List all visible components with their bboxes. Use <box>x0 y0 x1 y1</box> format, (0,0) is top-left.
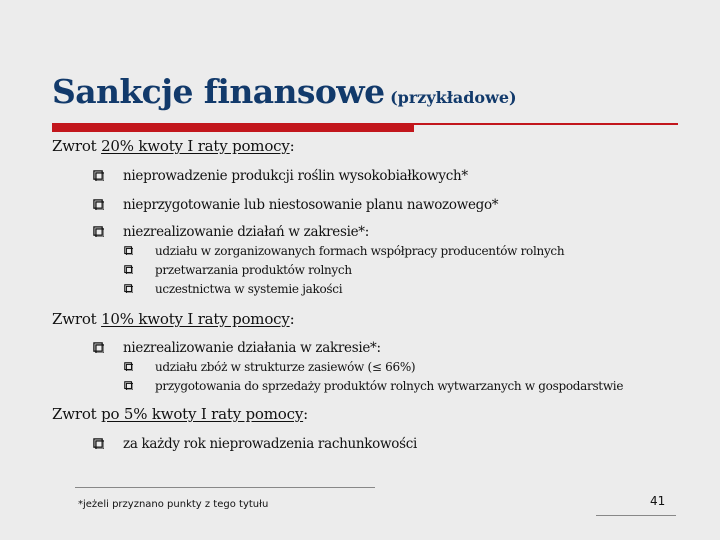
sub-list-item-text: udziału zbóż w strukturze zasiewów (≤ 66%) <box>155 360 416 374</box>
section-heading-5 <box>52 405 308 423</box>
page-number-divider <box>596 515 676 516</box>
list-item-text: niezrealizowanie działań w zakresie*: <box>123 224 369 240</box>
hollow-square-bullet-icon <box>124 381 133 390</box>
heading-underlined: 10% kwoty I raty pomocy <box>101 310 290 328</box>
page-number: 41 <box>650 494 666 508</box>
hollow-square-bullet-icon <box>93 438 104 449</box>
hollow-square-bullet-icon <box>93 226 104 237</box>
footnote: *jeżeli przyznano punkty z tego tytułu <box>78 499 269 510</box>
sub-list-item-text: przygotowania do sprzedaży produktów rolnych wytwarzanych w gospodarstwie <box>155 379 624 393</box>
section-heading-10 <box>52 310 295 328</box>
heading-prefix: Zwrot <box>52 310 102 328</box>
list-item-text: nieprowadzenie produkcji roślin wysokobiałkowych* <box>123 168 468 184</box>
hollow-square-bullet-icon <box>124 284 133 293</box>
heading-underlined: po 5% kwoty I raty pomocy <box>101 405 304 423</box>
title-main: Sankcje finansowe <box>52 72 385 111</box>
footnote-divider <box>75 487 375 488</box>
sub-list-item-text: uczestnictwa w systemie jakości <box>155 282 343 296</box>
heading-suffix: : <box>289 310 295 328</box>
list-item-text: za każdy rok nieprowadzenia rachunkowości <box>123 436 417 452</box>
hollow-square-bullet-icon <box>124 246 133 255</box>
hollow-square-bullet-icon <box>93 342 104 353</box>
heading-suffix: : <box>303 405 308 423</box>
hollow-square-bullet-icon <box>124 362 133 371</box>
section-heading-20 <box>52 137 295 155</box>
title-rule-thin <box>414 123 678 125</box>
heading-prefix: Zwrot <box>52 137 102 155</box>
slide-title <box>52 72 517 111</box>
heading-prefix: Zwrot <box>52 405 102 423</box>
sub-list-item-text: przetwarzania produktów rolnych <box>155 263 352 277</box>
hollow-square-bullet-icon <box>93 199 104 210</box>
title-subtitle: (przykładowe) <box>390 88 517 107</box>
list-item-text: nieprzygotowanie lub niestosowanie planu nawozowego* <box>123 197 499 213</box>
hollow-square-bullet-icon <box>93 170 104 181</box>
title-rule-thick <box>52 123 414 132</box>
sub-list-item-text: udziału w zorganizowanych formach współpracy producentów rolnych <box>155 244 565 258</box>
heading-suffix: : <box>289 137 295 155</box>
hollow-square-bullet-icon <box>124 265 133 274</box>
list-item-text: niezrealizowanie działania w zakresie*: <box>123 340 381 356</box>
heading-underlined: 20% kwoty I raty pomocy <box>101 137 290 155</box>
